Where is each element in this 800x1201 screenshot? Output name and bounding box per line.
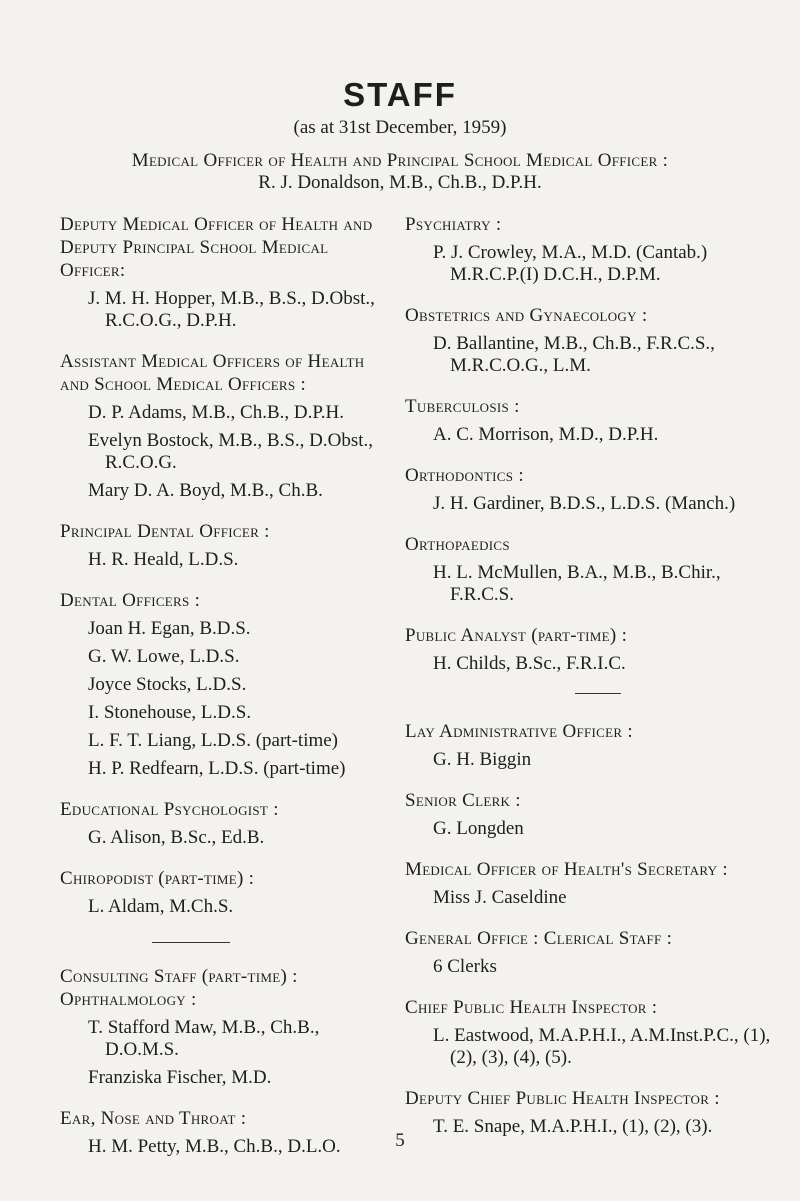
staff-entry: A. C. Morrison, M.D., D.P.H.	[433, 424, 659, 445]
staff-entry: Mary D. A. Boyd, M.B., Ch.B.	[88, 480, 323, 501]
staff-entry: J. M. H. Hopper, M.B., B.S., D.Obst., R.C.O.G., D.P.H.	[88, 288, 375, 331]
section-heading: Orthopaedics	[405, 534, 510, 555]
staff-entry: Joan H. Egan, B.D.S.	[88, 618, 251, 639]
section-heading: Senior Clerk :	[405, 790, 521, 811]
staff-entry: G. H. Biggin	[433, 749, 532, 770]
staff-entry: T. Stafford Maw, M.B., Ch.B., D.O.M.S.	[88, 1017, 320, 1060]
section-heading: Assistant Medical Officers of Health and School Medical Officers :	[60, 351, 365, 395]
section-heading: Chiropodist (part-time) :	[60, 868, 255, 889]
staff-section	[405, 395, 775, 446]
section-divider	[152, 942, 230, 943]
staff-section	[405, 624, 775, 675]
section-heading: Dental Officers :	[60, 590, 201, 611]
section-subheading: Ophthalmology :	[60, 989, 197, 1010]
section-heading: Educational Psychologist :	[60, 799, 279, 820]
staff-entry: D. Ballantine, M.B., Ch.B., F.R.C.S., M.R.C.O.G., L.M.	[433, 333, 715, 376]
staff-entry: G. Longden	[433, 818, 524, 839]
staff-entry: T. E. Snape, M.A.P.H.I., (1), (2), (3).	[433, 1116, 713, 1137]
staff-section	[60, 589, 385, 780]
staff-entry: 6 Clerks	[433, 956, 497, 977]
page-title: STAFF	[343, 76, 457, 113]
section-heading: Psychiatry :	[405, 214, 502, 235]
staff-entry: D. P. Adams, M.B., Ch.B., D.P.H.	[88, 402, 345, 423]
staff-entry: Evelyn Bostock, M.B., B.S., D.Obst., R.C.O.G.	[88, 430, 374, 473]
section-heading: Lay Administrative Officer :	[405, 721, 633, 742]
staff-entry: L. Aldam, M.Ch.S.	[88, 896, 234, 917]
staff-section	[60, 213, 385, 332]
staff-section	[405, 789, 775, 840]
section-heading: Deputy Medical Officer of Health and Deputy Principal School Medical Officer:	[60, 214, 373, 281]
staff-section	[405, 720, 775, 771]
section-heading: Chief Public Health Inspector :	[405, 997, 658, 1018]
staff-section	[60, 867, 385, 918]
staff-entry: H. M. Petty, M.B., Ch.B., D.L.O.	[88, 1136, 341, 1157]
section-heading: Public Analyst (part-time) :	[405, 625, 628, 646]
staff-entry: H. P. Redfearn, L.D.S. (part-time)	[88, 758, 346, 779]
staff-entry: H. Childs, B.Sc., F.R.I.C.	[433, 653, 626, 674]
staff-entry: Franziska Fischer, M.D.	[88, 1067, 272, 1088]
moh-heading: Medical Officer of Health and Principal School Medical Officer :	[131, 150, 669, 171]
section-heading: Deputy Chief Public Health Inspector :	[405, 1088, 720, 1109]
staff-section	[405, 533, 775, 606]
staff-entry: L. F. T. Liang, L.D.S. (part-time)	[88, 730, 339, 751]
section-heading: Medical Officer of Health's Secretary :	[405, 859, 728, 880]
staff-entry: L. Eastwood, M.A.P.H.I., A.M.Inst.P.C., (1), (2), (3), (4), (5).	[433, 1025, 771, 1068]
page-subtitle: (as at 31st December, 1959)	[293, 117, 507, 138]
staff-section	[405, 213, 775, 286]
staff-section	[60, 350, 385, 502]
left-column	[60, 213, 385, 1176]
staff-entry: P. J. Crowley, M.A., M.D. (Cantab.) M.R.C.P.(I) D.C.H., D.P.M.	[433, 242, 708, 285]
section-heading: Obstetrics and Gynaecology :	[405, 305, 648, 326]
staff-section	[60, 965, 385, 1089]
staff-entry: J. H. Gardiner, B.D.S., L.D.S. (Manch.)	[433, 493, 736, 514]
section-heading: General Office : Clerical Staff :	[405, 928, 673, 949]
section-heading: Orthodontics :	[405, 465, 524, 486]
staff-section	[405, 927, 775, 978]
staff-entry: Miss J. Caseldine	[433, 887, 567, 908]
staff-entry: Joyce Stocks, L.D.S.	[88, 674, 247, 695]
page-number: 5	[395, 1130, 405, 1151]
staff-section	[405, 464, 775, 515]
moh-block	[0, 150, 800, 194]
section-heading: Ear, Nose and Throat :	[60, 1108, 247, 1129]
section-heading: Principal Dental Officer :	[60, 521, 270, 542]
section-heading: Consulting Staff (part-time) :	[60, 966, 298, 987]
staff-section	[60, 798, 385, 849]
right-column	[405, 213, 775, 1156]
staff-entry: I. Stonehouse, L.D.S.	[88, 702, 252, 723]
staff-entry: H. R. Heald, L.D.S.	[88, 549, 239, 570]
staff-entry: H. L. McMullen, B.A., M.B., B.Chir., F.R.C.S.	[433, 562, 721, 605]
moh-name: R. J. Donaldson, M.B., Ch.B., D.P.H.	[258, 172, 542, 193]
staff-section	[405, 996, 775, 1069]
section-heading: Tuberculosis :	[405, 396, 520, 417]
section-divider	[575, 693, 621, 694]
staff-section	[405, 304, 775, 377]
staff-section	[405, 858, 775, 909]
staff-entry: G. Alison, B.Sc., Ed.B.	[88, 827, 265, 848]
staff-entry: G. W. Lowe, L.D.S.	[88, 646, 240, 667]
staff-section	[60, 520, 385, 571]
